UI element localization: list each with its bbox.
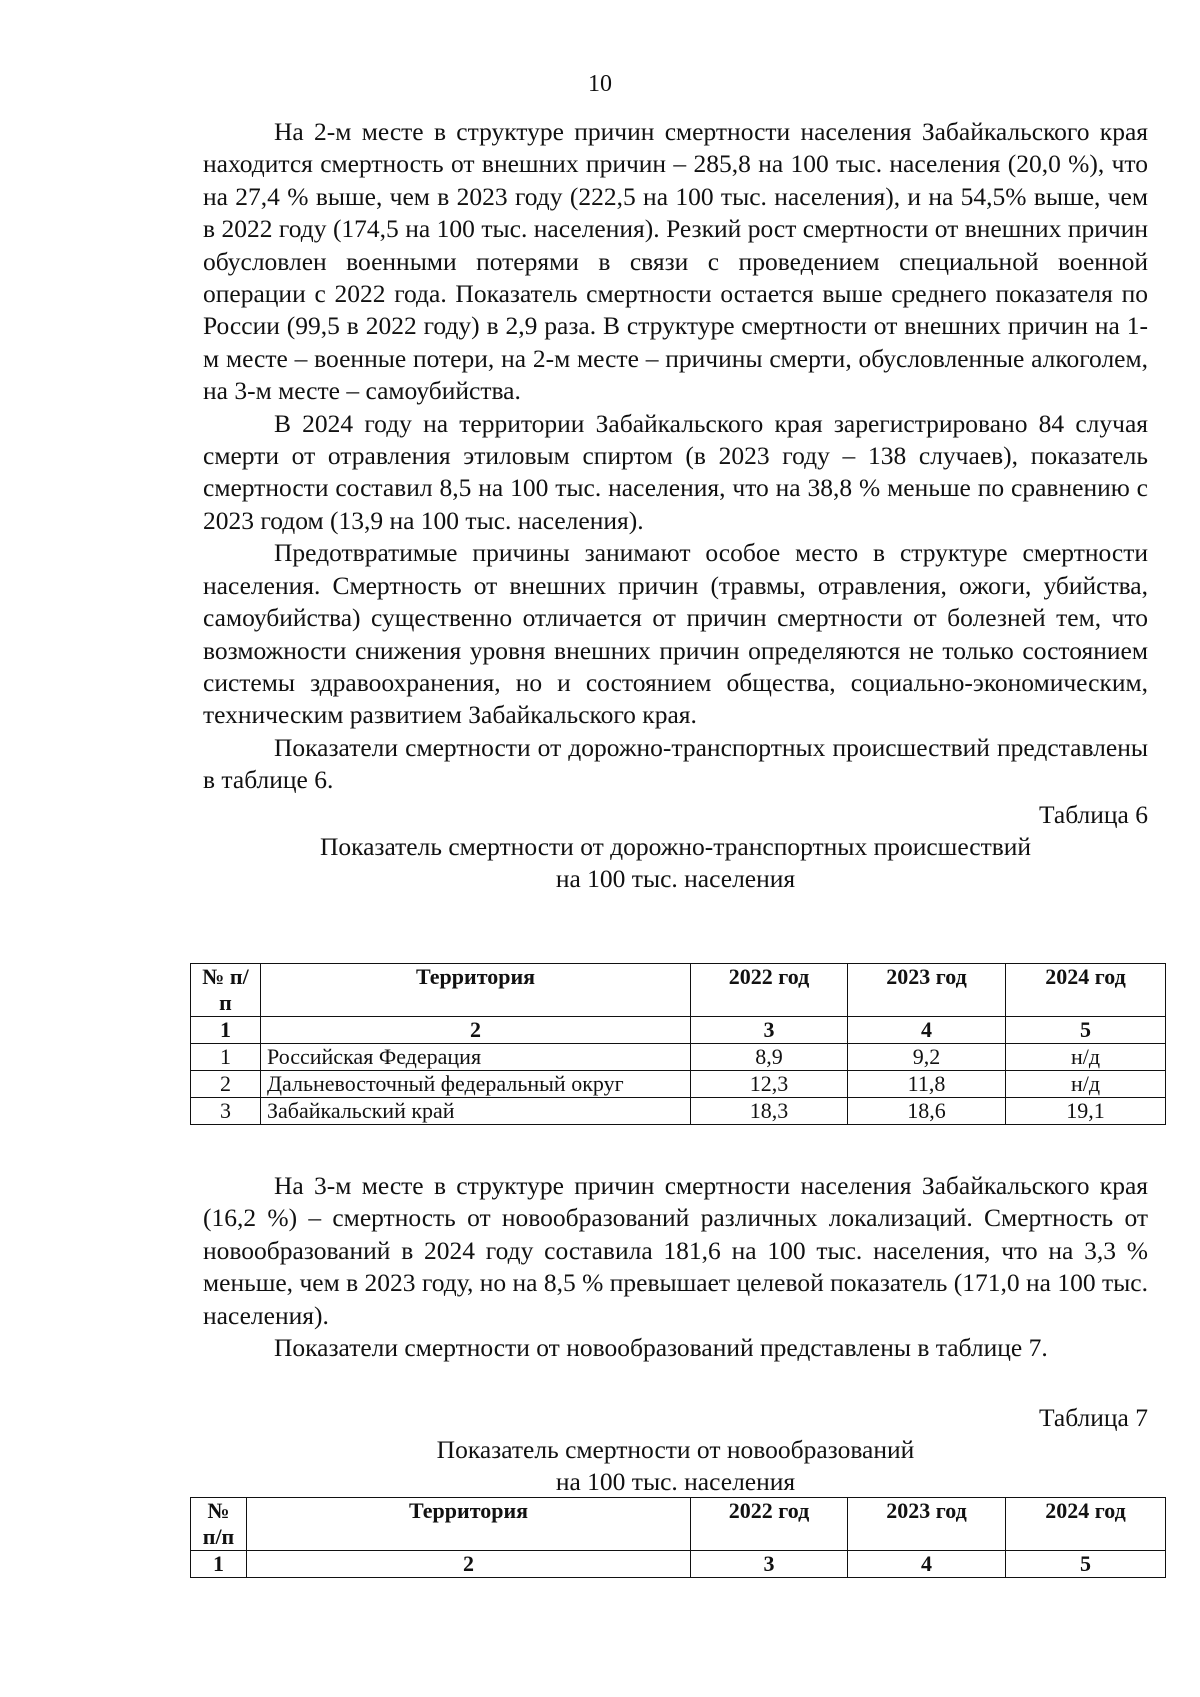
table-cell: 5 <box>1006 1551 1166 1578</box>
header-cell: 2024 год <box>1006 1498 1166 1551</box>
paragraph: На 2-м месте в структуре причин смертности населения Забайкальского края находится смертность от внешних причин – 285,8 на 100 тыс. населения (20,0 %), что на 27,4 % выше, чем в 2023 году (222,5 на 100 тыс. населения), и на 54,5% выше, чем в 2022 году (174,5 на 100 тыс. населения). Резкий рост смертности от внешних причин обусловлен военными потерями в связи с проведением специальной военной операции с 2022 года. Показатель смертности остается выше среднего показателя по России (99,5 в 2022 году) в 2,9 раза. В структуре смертности от внешних причин на 1-м месте – военные потери, на 2-м месте – причины смерти, обусловленные алкоголем, на 3-м месте – самоубийства. <box>203 117 1148 406</box>
table-6 <box>190 963 1166 1125</box>
table-cell: Российская Федерация <box>261 1044 691 1071</box>
table-7-heading <box>203 1400 1148 1498</box>
paragraph: В 2024 году на территории Забайкальского края зарегистрировано 84 случая смерти от отравления этиловым спиртом (в 2023 году – 138 случаев), показатель смертности составил 8,5 на 100 тыс. населения, что на 38,8 % меньше по сравнению с 2023 годом (13,9 на 100 тыс. населения). <box>203 408 1148 535</box>
table-cell: 9,2 <box>848 1044 1006 1071</box>
table-cell: 1 <box>191 1551 247 1578</box>
header-cell: 2023 год <box>848 964 1006 1017</box>
paragraph: Показатели смертности от дорожно-транспортных происшествий представлены в таблице 6. <box>203 732 1148 795</box>
table-subtitle: на 100 тыс. населения <box>555 1467 796 1496</box>
header-cell: Территория <box>247 1498 691 1551</box>
table-cell: н/д <box>1006 1071 1166 1098</box>
table-title: Показатель смертности от новообразований <box>436 1435 915 1464</box>
table-row <box>191 1098 1166 1125</box>
header-cell: № п/п <box>191 1498 247 1551</box>
table-header-row <box>191 964 1166 1017</box>
table-subtitle: на 100 тыс. населения <box>555 863 796 893</box>
header-cell: 2022 год <box>691 964 848 1017</box>
table-cell: 4 <box>848 1017 1006 1044</box>
table-cell: 18,3 <box>691 1098 848 1125</box>
table-header-row <box>191 1498 1166 1551</box>
table-cell: 2 <box>191 1071 261 1098</box>
table-cell: 1 <box>191 1017 261 1044</box>
table-cell: 19,1 <box>1006 1098 1166 1125</box>
table-7 <box>190 1497 1166 1578</box>
body-text-bottom <box>203 1170 1148 1364</box>
table-cell: 1 <box>191 1044 261 1071</box>
table-cell: 2 <box>247 1551 691 1578</box>
table-cell: 8,9 <box>691 1044 848 1071</box>
paragraph: Предотвратимые причины занимают особое место в структуре смертности населения. Смертность от внешних причин (травмы, отравления, ожоги, убийства, самоубийства) существенно отличается от причин смертности от болезней тем, что возможности снижения уровня внешних причин определяются не только состоянием системы здравоохранения, но и состоянием общества, социально-экономическим, техническим развитием Забайкальского края. <box>203 538 1148 730</box>
column-number-row <box>191 1017 1166 1044</box>
table-cell: н/д <box>1006 1044 1166 1071</box>
header-cell: 2022 год <box>691 1498 848 1551</box>
table-cell: 3 <box>691 1017 848 1044</box>
table-cell: 2 <box>261 1017 691 1044</box>
paragraph: На 3-м месте в структуре причин смертности населения Забайкальского края (16,2 %) – смертность от новообразований различных локализаций. Смертность от новообразований в 2024 году составила 181,6 на 100 тыс. населения, что на 3,3 % меньше, чем в 2023 году, но на 8,5 % превышает целевой показатель (171,0 на 100 тыс. населения). <box>203 1171 1148 1330</box>
table-cell: 5 <box>1006 1017 1166 1044</box>
table-cell: 3 <box>691 1551 848 1578</box>
table-label: Таблица 6 <box>1038 799 1148 829</box>
column-number-row <box>191 1551 1166 1578</box>
header-cell: Территория <box>261 964 691 1017</box>
table-label: Таблица 7 <box>1038 1403 1148 1432</box>
table-cell: 18,6 <box>848 1098 1006 1125</box>
table-cell: 3 <box>191 1098 261 1125</box>
header-cell: 2024 год <box>1006 964 1166 1017</box>
page-number: 10 <box>588 71 612 97</box>
header-cell: № п/п <box>191 964 261 1017</box>
table-title: Показатель смертности от дорожно-транспортных происшествий <box>319 831 1032 861</box>
table-row <box>191 1044 1166 1071</box>
table-cell: 12,3 <box>691 1071 848 1098</box>
table-cell: Забайкальский край <box>261 1098 691 1125</box>
table-cell: Дальневосточный федеральный округ <box>261 1071 691 1098</box>
table-cell: 4 <box>848 1551 1006 1578</box>
table-cell: 11,8 <box>848 1071 1006 1098</box>
body-text-top <box>203 116 1148 895</box>
table-row <box>191 1071 1166 1098</box>
paragraph: Показатели смертности от новообразований представлены в таблице 7. <box>274 1333 1048 1363</box>
header-cell: 2023 год <box>848 1498 1006 1551</box>
